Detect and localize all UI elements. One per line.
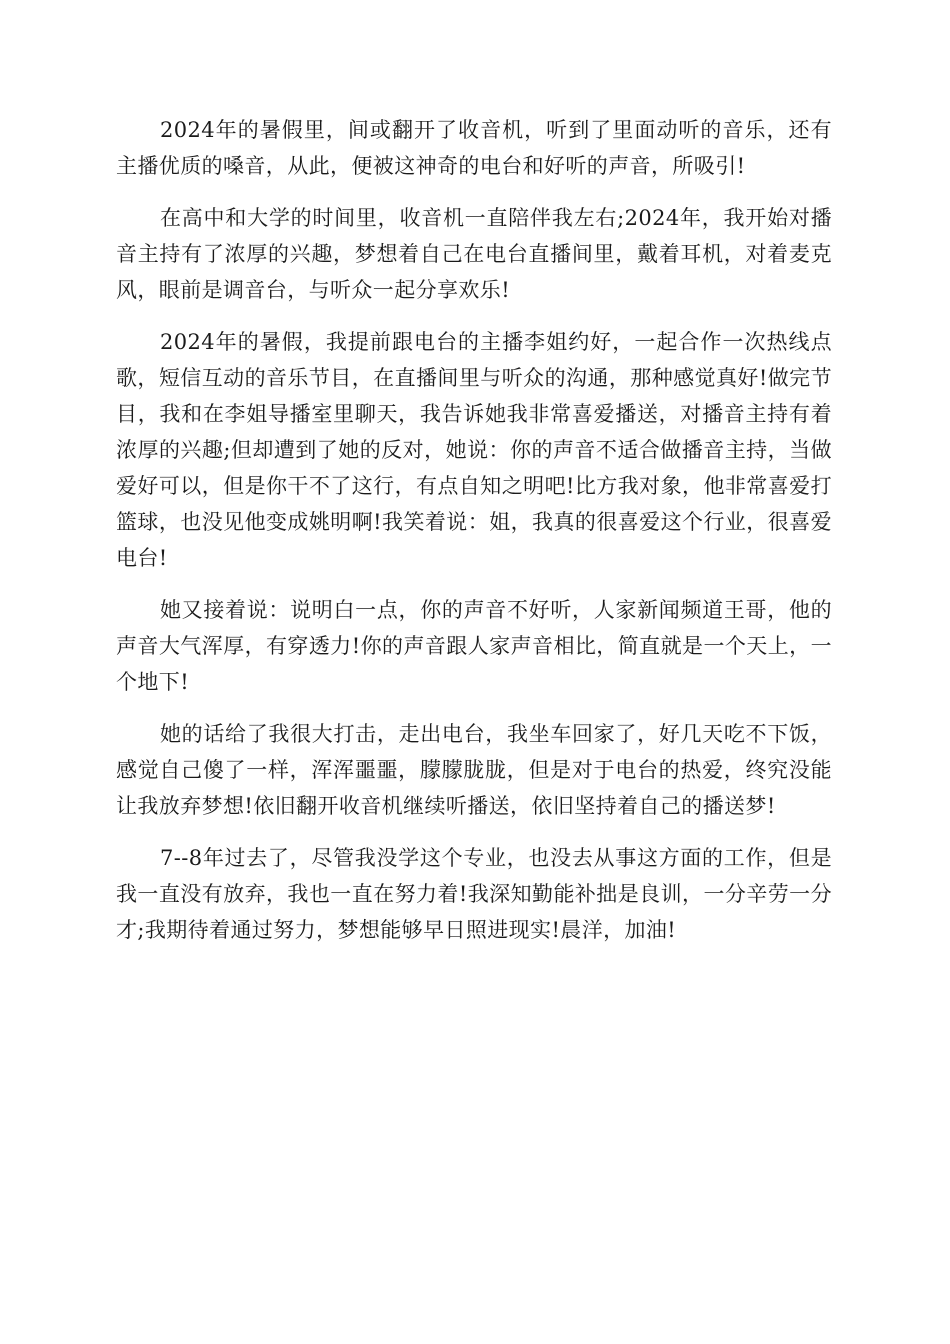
paragraph-1: 2024年的暑假里，间或翻开了收音机，听到了里面动听的音乐，还有主播优质的嗓音，从此，便被这神奇的电台和好听的声音，所吸引! <box>116 118 832 178</box>
paragraph-6: 7--8年过去了，尽管我没学这个专业，也没去从事这方面的工作，但是我一直没有放弃，我也一直在努力着!我深知勤能补拙是良训，一分辛劳一分才;我期待着通过努力，梦想能够早日照进现实!晨洋，加油! <box>116 846 832 942</box>
paragraph-4: 她又接着说：说明白一点，你的声音不好听，人家新闻频道王哥，他的声音大气浑厚，有穿透力!你的声音跟人家声音相比，简直就是一个天上，一个地下! <box>116 598 832 694</box>
document-body <box>116 112 832 964</box>
paragraph-3: 2024年的暑假，我提前跟电台的主播李姐约好，一起合作一次热线点歌，短信互动的音乐节目，在直播间里与听众的沟通，那种感觉真好!做完节目，我和在李姐导播室里聊天，我告诉她我非常喜爱播送，对播音主持有着浓厚的兴趣;但却遭到了她的反对，她说：你的声音不适合做播音主持，当做爱好可以，但是你干不了这行，有点自知之明吧!比方我对象，他非常喜爱打篮球，也没见他变成姚明啊!我笑着说：姐，我真的很喜爱这个行业，很喜爱电台! <box>116 330 832 570</box>
paragraph-5: 她的话给了我很大打击，走出电台，我坐车回家了，好几天吃不下饭，感觉自己傻了一样，浑浑噩噩，朦朦胧胧，但是对于电台的热爱，终究没能让我放弃梦想!依旧翻开收音机继续听播送，依旧坚持着自己的播送梦! <box>116 722 832 818</box>
paragraph-2: 在高中和大学的时间里，收音机一直陪伴我左右;2024年，我开始对播音主持有了浓厚的兴趣，梦想着自己在电台直播间里，戴着耳机，对着麦克风，眼前是调音台，与听众一起分享欢乐! <box>116 206 832 302</box>
